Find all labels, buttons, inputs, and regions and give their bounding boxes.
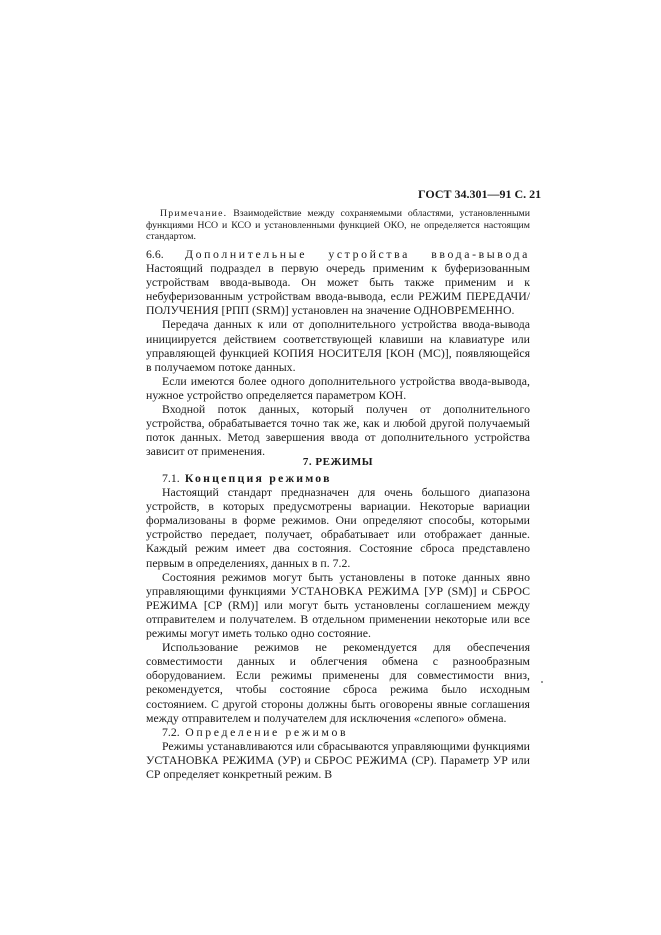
section-7-1-number: 7.1. bbox=[162, 471, 180, 485]
section-6-6 bbox=[146, 247, 530, 458]
section-6-6-paragraph-3: Если имеются более одного дополнительного устройства ввода-вывода, нужное устройство определяется параметром КОН. bbox=[146, 373, 530, 402]
section-7-2-paragraph-1: Режимы устанавливаются или сбрасываются управляющими функциями УСТАНОВКА РЕЖИМА (УР) и СБРОС РЕЖИМА (СР). Параметр УР или СР определяет конкретный режим. В bbox=[146, 738, 530, 781]
section-6-6-paragraph-1 bbox=[146, 247, 530, 317]
section-6-6-heading: Дополнительные устройства ввода-вывода bbox=[163, 247, 530, 261]
section-7-2-number: 7.2. bbox=[162, 724, 180, 739]
section-7-1-paragraph-1: Настоящий стандарт предназначен для очень большого диапазона устройств, в которых предусмотрены вариации. Некоторые вариации формализованы в форме режимов. Они определяют способы, которыми устройство передает, получает, обрабатывает или отображает данные. Каждый режим имеет два состояния. Состояние сброса представлено первым в определениях, данных в п. 7.2. bbox=[146, 485, 530, 570]
note-label: Примечание. bbox=[160, 208, 228, 219]
section-6-6-text-1: Настоящий подраздел в первую очередь применим к буферизованным устройствам ввода-вывода. Он может быть также применим и к небуферизованным устройствам ввода-вывода, если РЕЖИМ ПЕРЕДАЧИ/ПОЛУЧЕНИЯ [РПП (SRM)] установлен на значение ОДНОВРЕМЕННО. bbox=[146, 261, 530, 318]
section-7-2-heading-line bbox=[146, 725, 530, 739]
section-7-1-paragraph-3: Использование режимов не рекомендуется для обеспечения совместимости данных и облегчения обмена с разнообразным оборудованием. Если режимы применены для совместимости вниз, рекомендуется, чтобы состояние сброса режима было исходным состоянием. С другой стороны должны быть оговорены явные соглашения между отправителем и получателем для исключения «слепого» обмена. bbox=[146, 640, 530, 725]
section-7-2-heading: Определение режимов bbox=[179, 724, 349, 739]
section-7-1-heading-line bbox=[146, 471, 530, 485]
section-7-1-paragraph-2: Состояния режимов могут быть установлены в потоке данных явно управляющими функциями УСТАНОВКА РЕЖИМА [УР (SM)] и СБРОС РЕЖИМА [СР (RM)] или могут быть установлены соглашением между отправителем и получателем. В отдельном применении некоторые или все режимы могут иметь только одно состояние. bbox=[146, 569, 530, 641]
section-7-1-heading: Концепция режимов bbox=[179, 471, 332, 485]
scan-speck bbox=[541, 681, 543, 683]
section-6-6-paragraph-4: Входной поток данных, который получен от дополнительного устройства, обрабатывается точно так же, как и любой другой получаемый поток данных. Метод завершения ввода от дополнительного устройства зависит от применения. bbox=[146, 402, 530, 459]
page-header: ГОСТ 34.301—91 С. 21 bbox=[418, 187, 542, 201]
note-text: Взаимодействие между сохраняемыми областями, установленными функциями НСО и КСО и установленными функцией ОКО, не определяется настоящим стандартом. bbox=[146, 208, 530, 242]
section-6-6-paragraph-2: Передача данных к или от дополнительного устройства ввода-вывода инициируется действием соответствующей клавиши на клавиатуре или управляющей функцией КОПИЯ НОСИТЕЛЯ [КОН (МС)], появляющейся в получаемом потоке данных. bbox=[146, 317, 530, 374]
section-7-1 bbox=[146, 471, 530, 781]
section-7-title: 7. РЕЖИМЫ bbox=[302, 456, 374, 468]
note-paragraph bbox=[146, 208, 530, 243]
section-6-6-number: 6.6. bbox=[146, 247, 164, 261]
